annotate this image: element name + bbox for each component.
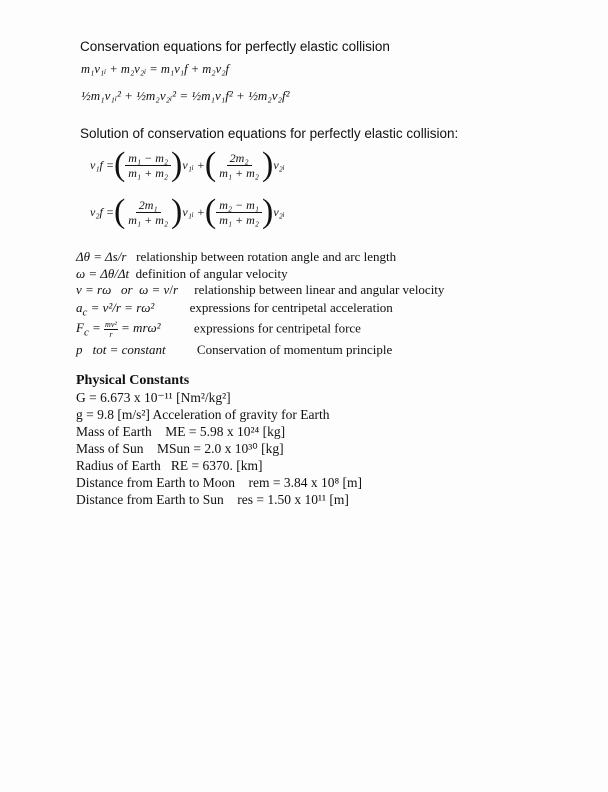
constant-earth-mass: Mass of Earth ME = 5.98 x 10²⁴ [kg]: [76, 424, 286, 439]
v2f-v2: v₂ᵢ: [273, 204, 285, 219]
rotation-desc-0: relationship between rotation angle and arc length: [136, 249, 397, 264]
v1f-v1: v₁ᵢ +: [182, 157, 205, 172]
rotation-desc-2: relationship between linear and angular velocity: [194, 282, 445, 297]
rotation-row-5: [76, 342, 392, 358]
v2f-v1: v₁ᵢ +: [182, 204, 205, 219]
rotation-row-0: [76, 249, 396, 265]
v1f-v2: v₂ᵢ: [273, 157, 285, 172]
rotation-row-3: [76, 300, 393, 319]
constant-earth-moon-distance: Distance from Earth to Moon rem = 3.84 x 10⁸ [m]: [76, 475, 363, 490]
constants-list: [76, 389, 362, 508]
rotation-eq-0: Δθ = Δs/r: [76, 249, 127, 264]
constant-earth-radius: Radius of Earth RE = 6370. [km]: [76, 458, 263, 473]
momentum-equation: m₁v₁ᵢ + m₂v₂ᵢ = m₁v₁f + m₂v₂f: [81, 62, 230, 76]
rotation-row-2: v = rω or ω = v/r relationship between linear and angular velocity: [76, 282, 445, 297]
rotation-eq-1: ω = Δθ/Δt: [76, 266, 130, 281]
v2f-lhs: v₂f =: [90, 204, 114, 219]
constant-sun-mass: Mass of Sun MSun = 2.0 x 10³⁰ [kg]: [76, 441, 284, 456]
rotation-desc-3: expressions for centripetal acceleration: [189, 300, 393, 315]
v1f-frac1-num: m₁ − m₂: [125, 151, 171, 166]
v2f-frac1-num: 2m₁: [136, 198, 161, 213]
rotation-eq-2-num: v: [163, 282, 170, 297]
solution-heading: Solution of conservation equations for perfectly elastic collision:: [80, 126, 459, 141]
v2f-frac2-den: m₁ + m₂: [219, 212, 259, 227]
v1f-frac1-den: m₁ + m₂: [128, 165, 169, 180]
rotation-desc-4: expressions for centripetal force: [193, 320, 361, 336]
constant-gravitational: G = 6.673 x 10⁻¹¹ [Nm²/kg²]: [76, 390, 231, 405]
rotation-desc-5: Conservation of momentum principle: [196, 342, 393, 357]
v1f-frac2-num: 2m₂: [227, 151, 252, 166]
constant-earth-sun-distance: Distance from Earth to Sun res = 1.50 x 10¹¹ [m]: [76, 492, 349, 507]
rotation-eq-5: p⃗tot = constant: [76, 342, 166, 357]
v1f-lhs: v₁f =: [90, 157, 114, 172]
v1f-equation: v₁f = ( $\frac{\text{m₁ − m₂}}{\text{m₁ + m₂}}$ ) v₁ᵢ + ( $\frac{\text{2m₂}}{\text{m₁ + m₂}}$ ) v₂ᵢ: [90, 146, 285, 183]
rotation-row-4: [76, 320, 361, 339]
constants-heading: Physical Constants: [76, 373, 190, 388]
v1f-frac2-den: m₁ + m₂: [219, 165, 259, 180]
elastic-heading: Conservation equations for perfectly elastic collision: [80, 39, 390, 54]
rotation-eq-4: $F_c$ = $\frac{\text{mv²}}{r}$ = mrω²: [76, 320, 161, 340]
rotation-eq-2-den: r: [172, 282, 179, 297]
rotation-eq-2: v = rω or ω =: [76, 282, 164, 297]
v2f-frac2-num: m₂ − m₁: [216, 198, 262, 213]
rotation-row-1: [76, 266, 288, 282]
rotation-eq-3: $a_c = v^2/r = r\omega^2$: [76, 300, 155, 319]
constant-earth-gravity: g = 9.8 [m/s²] Acceleration of gravity for Earth: [76, 407, 330, 422]
v2f-equation: v₂f = ( $\frac{\text{2m₁}}{\text{m₁ + m₂}}$ ) v₁ᵢ + ( $\frac{\text{m₂ − m₁}}{\text{m₁ + m₂}}$ ) v₂ᵢ: [90, 193, 285, 230]
energy-equation: ½m₁v₁ᵢ² + ½m₂v₂ᵢ² = ½m₁v₁f² + ½m₂v₂f²: [81, 88, 290, 103]
v2f-frac1-den: m₁ + m₂: [128, 212, 169, 227]
rotation-desc-1: definition of angular velocity: [135, 266, 288, 281]
